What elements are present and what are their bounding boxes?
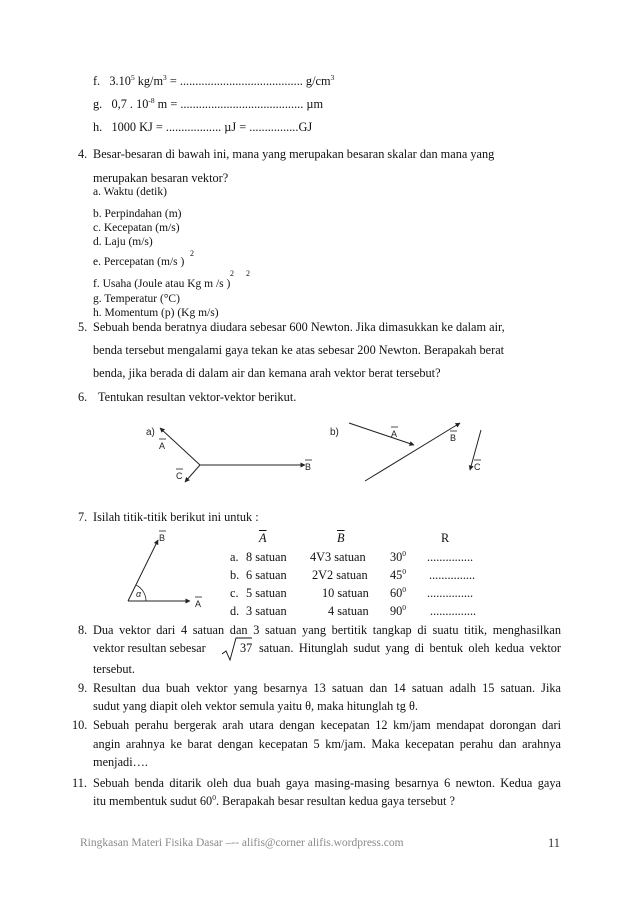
q4-f-sup1: 2 [230, 269, 234, 278]
question-number-8: 8. [78, 623, 88, 637]
q8-line2a: vektor resultan sebesar [93, 641, 206, 655]
q5-line1: Sebuah benda beratnya diudara sebesar 600 Newton. Jika dimasukkan ke dalam air, [93, 320, 505, 334]
q4-option-b: b. Perpindahan (m) [93, 208, 182, 220]
q8-line3: tersebut. [93, 662, 136, 676]
question-number-11: 11. [72, 776, 87, 790]
fig-b-vector-a: A [391, 429, 398, 439]
q4-option-a: a. Waktu (detik) [93, 186, 167, 198]
q4-option-g: g. Temperatur (°C) [93, 293, 180, 305]
fig-a-vector-b: B [305, 462, 312, 472]
conversion-f: f. 3.10$^5$ $kg/m^3$ = ........................................ $g/cm^3$ [93, 73, 335, 88]
q6-text: Tentukan resultan vektor-vektor berikut. [98, 390, 297, 404]
q4-option-h: h. Momentum (p) (Kg m/s) [93, 307, 219, 319]
q10-line3: menjadi…. [93, 755, 148, 769]
conversion-g: g. 0,7 . $10^{-8}$ m = ........................................ µm [93, 96, 324, 111]
fig-b-vector-b: B [450, 433, 457, 443]
q5-line3: benda, jika berada di dalam air dan kemana arah vektor berat tersebut? [93, 366, 441, 380]
question-number-9: 9. [78, 681, 88, 695]
question-number-4: 4. [78, 147, 88, 161]
q7-header-a: $\overline{A}$ [259, 531, 267, 545]
q7-fig-b-label: B [159, 533, 166, 543]
q4-option-e: e. Percepatan (m/s ) [93, 256, 185, 268]
fig-b-label: b) [330, 427, 339, 438]
fig-a-label: a) [146, 427, 155, 438]
question-number-7: 7. [78, 510, 88, 524]
q10-line2: angin arahnya ke barat dengan kecepatan 5 km/jam. Maka kecepatan perahu dan arahnya [93, 737, 561, 751]
q11-line1: Sebuah benda ditarik oleh dua buah gaya masing-masing besarnya 6 newton. Kedua gaya [93, 776, 561, 790]
q9-line2: sudut yang diapit oleh vektor semula yaitu θ, maka hitunglah tg θ. [93, 699, 418, 713]
fig-a-vector-c: C [176, 471, 183, 481]
q7-header-r: R [441, 531, 450, 545]
q7-alpha-label: α [136, 589, 142, 599]
fig-a-vector-a: A [159, 441, 166, 451]
question-number-5: 5. [78, 320, 88, 334]
q4-e-sup: 2 [190, 249, 194, 258]
question-number-6: 6. [78, 390, 88, 404]
q5-line2: benda tersebut mengalami gaya tekan ke atas sebesar 200 Newton. Berapakah berat [93, 343, 505, 357]
vector-a-arrow [160, 428, 200, 465]
fig-b-vector-c: C [474, 462, 481, 472]
q9-line1: Resultan dua buah vektor yang besarnya 13 satuan dan 14 satuan adalh 15 satuan. Jika [93, 681, 561, 695]
q4-option-f: f. Usaha (Joule atau Kg m /s ) [93, 278, 231, 290]
q4-option-d: d. Laju (m/s) [93, 236, 153, 248]
conversion-h: h. 1000 KJ = .................. µJ = ................GJ [93, 120, 313, 134]
q10-line1: Sebuah perahu bergerak arah utara dengan kecepatan 12 km/jam mendapat dorongan dari [93, 718, 561, 732]
q7-text: Isilah titik-titik berikut ini untuk : [93, 510, 259, 524]
q11-line2: itu membentuk sudut $60^0$. Berapakah besar resultan kedua gaya tersebut ? [93, 793, 455, 808]
page-number: 11 [548, 836, 561, 850]
footer-text: Ringkasan Materi Fisika Dasar –-- alifis@corner alifis.wordpress.com [80, 837, 404, 849]
q4-line2: merupakan besaran vektor? [93, 171, 229, 185]
q4-option-c: c. Kecepatan (m/s) [93, 222, 180, 234]
q8-root-value: 37 [240, 641, 253, 655]
q7-fig-a-label: A [195, 599, 202, 609]
q4-f-sup2: 2 [246, 269, 250, 278]
q7-header-b: $\overline{B}$ [337, 531, 345, 545]
q8-line1: Dua vektor dari 4 satuan dan 3 satuan yang bertitik tangkap di suatu titik, menghasilkan [93, 623, 561, 637]
q4-line1: Besar-besaran di bawah ini, mana yang merupakan besaran skalar dan mana yang [93, 147, 495, 161]
q7-vector-b-arrow [128, 540, 158, 601]
question-number-10: 10. [72, 718, 88, 732]
q8-line2b: satuan. Hitunglah sudut yang di bentuk oleh kedua vektor [259, 641, 561, 655]
vector-a2-arrow [349, 423, 414, 445]
vector-c-arrow [185, 465, 200, 482]
vector-b2-arrow [365, 423, 460, 481]
